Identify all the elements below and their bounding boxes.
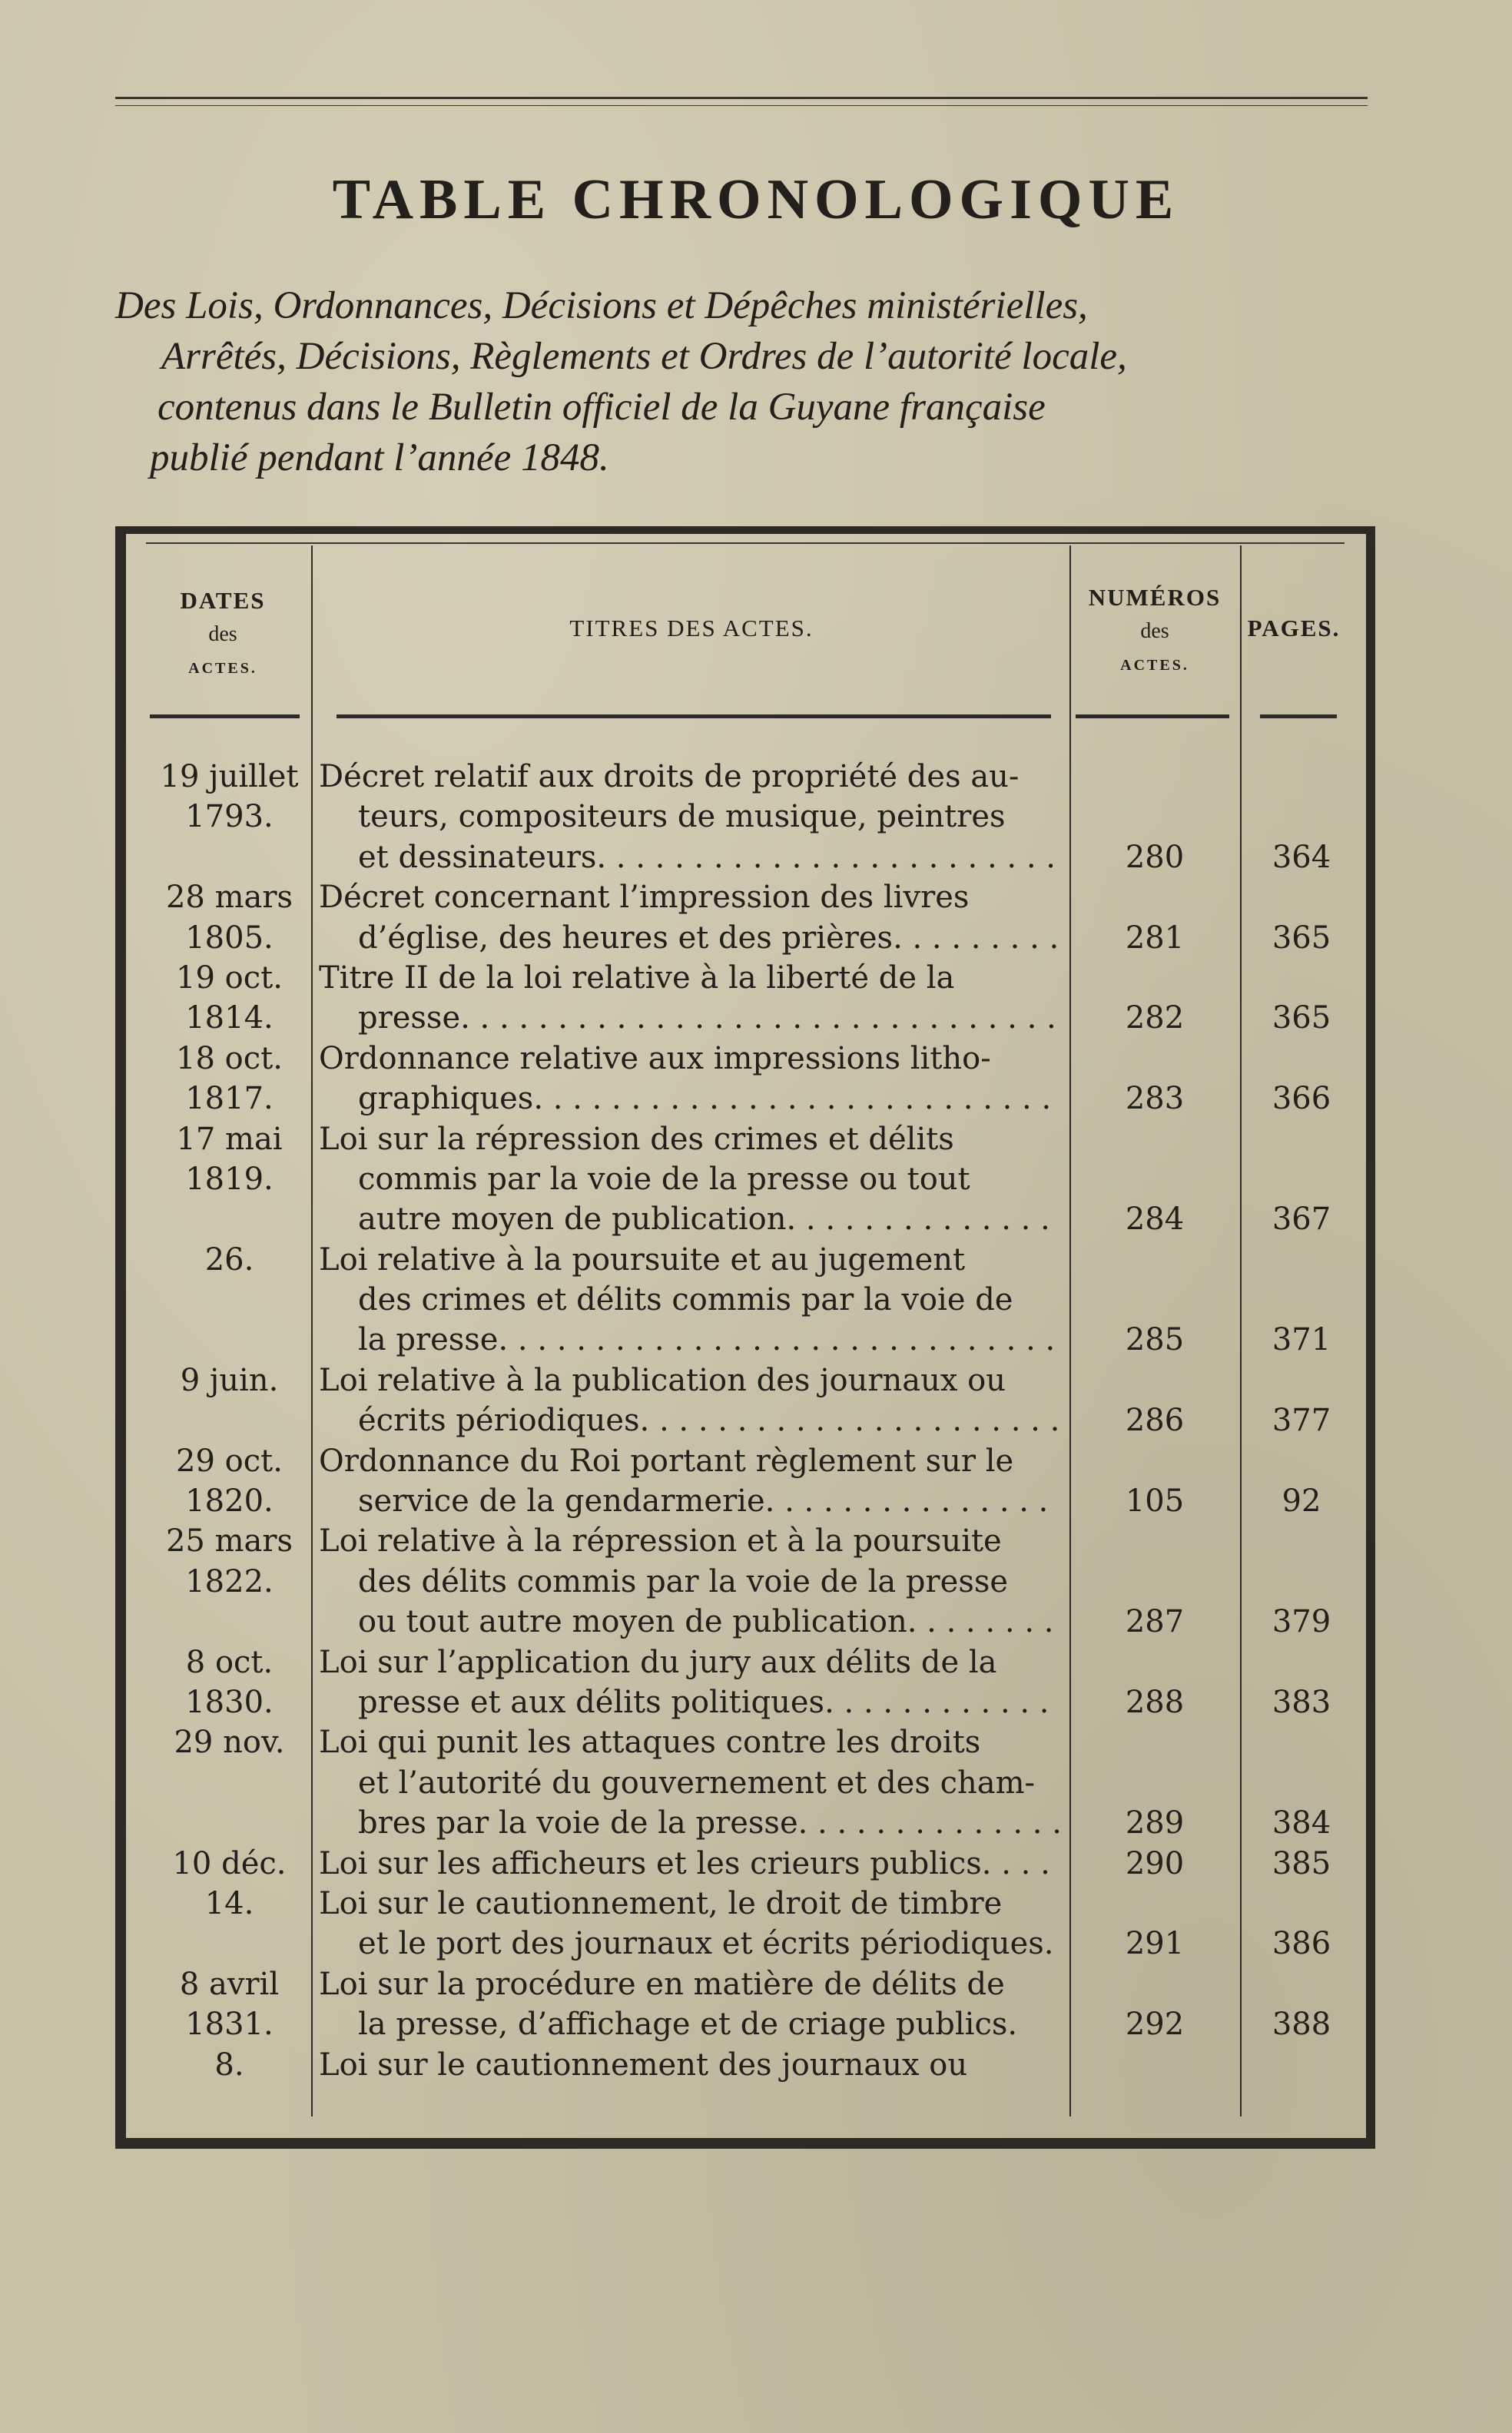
row-title bbox=[358, 1682, 1060, 1722]
row-date: 8. bbox=[214, 2047, 244, 2083]
dot-leader bbox=[640, 1400, 1060, 1440]
row-date: 1830. bbox=[185, 1684, 274, 1720]
dot-leader bbox=[765, 1481, 1060, 1521]
row-title: Loi relative à la répression et à la poursuite bbox=[319, 1523, 1002, 1560]
table-row bbox=[0, 1119, 1512, 1159]
table-row bbox=[0, 1844, 1512, 1884]
row-act-number: 289 bbox=[1125, 1805, 1185, 1841]
table-body bbox=[0, 757, 1512, 2085]
header-dates bbox=[146, 584, 300, 685]
row-title-text: la presse bbox=[358, 1322, 499, 1358]
row-page: 385 bbox=[1272, 1845, 1331, 1881]
row-title-leader bbox=[358, 998, 1060, 1038]
row-title-text: ou tout autre moyen de publication bbox=[358, 1604, 907, 1640]
row-title: Ordonnance du Roi portant règlement sur le bbox=[319, 1443, 1014, 1479]
row-act-number: 286 bbox=[1125, 1403, 1185, 1439]
row-title bbox=[319, 1844, 1060, 1884]
row-title: et le port des journaux et écrits périodiques. bbox=[358, 1926, 1054, 1962]
row-date: 1814. bbox=[185, 1000, 274, 1036]
row-title-text: presse bbox=[358, 1000, 461, 1036]
table-row bbox=[0, 877, 1512, 917]
row-date: 19 juillet bbox=[160, 759, 299, 794]
dot-leader bbox=[786, 1199, 1060, 1239]
table-row bbox=[0, 998, 1512, 1038]
row-title: et l’autorité du gouvernement et des cham- bbox=[358, 1765, 1036, 1801]
dot-leader bbox=[498, 1320, 1060, 1360]
row-date: 29 oct. bbox=[176, 1443, 283, 1479]
dot-leader bbox=[824, 1682, 1060, 1722]
row-act-number: 291 bbox=[1125, 1926, 1185, 1962]
row-title: Loi sur la répression des crimes et délits bbox=[319, 1121, 954, 1157]
row-title-leader bbox=[358, 1682, 1060, 1722]
header-dates-line3: ACTES. bbox=[188, 660, 257, 677]
row-act-number: 105 bbox=[1125, 1483, 1185, 1520]
row-title-text: graphiques bbox=[358, 1081, 534, 1117]
table-row bbox=[0, 1199, 1512, 1239]
table-row bbox=[0, 1722, 1512, 1762]
row-act-number: 284 bbox=[1125, 1202, 1185, 1238]
row-date: 14. bbox=[204, 1885, 254, 1921]
row-title: Loi qui punit les attaques contre les droits bbox=[319, 1725, 981, 1761]
row-date: 25 mars bbox=[165, 1523, 293, 1560]
row-act-number: 282 bbox=[1125, 1000, 1185, 1036]
subtitle-line: Des Lois, Ordonnances, Décisions et Dépêches ministérielles, bbox=[115, 284, 1088, 327]
subtitle-line: contenus dans le Bulletin officiel de la Guyane française bbox=[158, 386, 1046, 429]
row-date: 28 mars bbox=[165, 880, 293, 916]
row-title: Ordonnance relative aux impressions litho- bbox=[319, 1040, 991, 1076]
row-date: 1793. bbox=[185, 799, 274, 835]
table-row bbox=[0, 1441, 1512, 1481]
row-title: Loi sur le cautionnement, le droit de timbre bbox=[319, 1885, 1003, 1921]
row-date: 29 nov. bbox=[174, 1725, 285, 1761]
row-page: 383 bbox=[1272, 1684, 1331, 1720]
table-row bbox=[0, 958, 1512, 998]
row-title: des délits commis par la voie de la presse bbox=[358, 1563, 1009, 1599]
row-title-text: et dessinateurs bbox=[358, 839, 597, 875]
row-title bbox=[358, 1079, 1060, 1119]
row-title bbox=[358, 837, 1060, 877]
row-title-text: autre moyen de publication bbox=[358, 1202, 787, 1238]
table-row bbox=[0, 1763, 1512, 1803]
table-row bbox=[0, 1602, 1512, 1642]
subtitle-line: Arrêtés, Décisions, Règlements et Ordres de l’autorité locale, bbox=[161, 335, 1127, 378]
row-title bbox=[358, 1400, 1060, 1440]
table-row bbox=[0, 1964, 1512, 2004]
row-title-leader bbox=[358, 918, 1060, 958]
row-date: 9 juin. bbox=[180, 1362, 279, 1398]
row-title: Loi sur la procédure en matière de délits de bbox=[319, 1966, 1005, 2002]
dot-leader bbox=[798, 1803, 1060, 1843]
row-title bbox=[358, 998, 1060, 1038]
row-act-number: 287 bbox=[1125, 1604, 1185, 1640]
header-rule bbox=[337, 714, 1051, 718]
row-title: Loi relative à la poursuite et au jugement bbox=[319, 1241, 966, 1278]
row-date: 1817. bbox=[185, 1081, 274, 1117]
row-page: 384 bbox=[1272, 1805, 1331, 1841]
row-date: 1805. bbox=[185, 920, 274, 956]
row-date: 1822. bbox=[185, 1563, 274, 1599]
table-row bbox=[0, 1079, 1512, 1119]
dot-leader bbox=[596, 837, 1060, 877]
table-row bbox=[0, 1924, 1512, 1964]
row-page: 367 bbox=[1272, 1202, 1331, 1238]
header-numeros-line1: NUMÉROS bbox=[1088, 584, 1222, 611]
table-row bbox=[0, 1400, 1512, 1440]
row-title-leader bbox=[358, 1079, 1060, 1119]
row-title-leader bbox=[358, 1481, 1060, 1521]
row-title bbox=[358, 1481, 1060, 1521]
row-page: 371 bbox=[1272, 1322, 1331, 1358]
row-page: 365 bbox=[1272, 920, 1331, 956]
table-row bbox=[0, 1280, 1512, 1320]
dot-leader bbox=[893, 918, 1060, 958]
row-date: 10 déc. bbox=[172, 1845, 287, 1881]
top-rule bbox=[115, 97, 1368, 106]
header-titres: TITRES DES ACTES. bbox=[569, 615, 814, 641]
table-row bbox=[0, 1682, 1512, 1722]
row-date: 18 oct. bbox=[176, 1040, 283, 1076]
table-row bbox=[0, 1240, 1512, 1280]
row-page: 366 bbox=[1272, 1081, 1331, 1117]
header-pages: PAGES. bbox=[1247, 615, 1341, 641]
row-title bbox=[358, 1320, 1060, 1360]
row-date: 8 avril bbox=[179, 1966, 280, 2002]
row-title: la presse, d’affichage et de criage publics. bbox=[358, 2007, 1018, 2043]
table-row bbox=[0, 1159, 1512, 1199]
row-title-leader bbox=[358, 1602, 1060, 1642]
row-title-text: Loi sur les afficheurs et les crieurs publics bbox=[319, 1845, 982, 1881]
row-title: teurs, compositeurs de musique, peintres bbox=[358, 799, 1006, 835]
dot-leader bbox=[982, 1844, 1060, 1884]
row-page: 377 bbox=[1272, 1403, 1331, 1439]
table-row bbox=[0, 837, 1512, 877]
row-act-number: 288 bbox=[1125, 1684, 1185, 1720]
dot-leader bbox=[460, 998, 1060, 1038]
header-rule bbox=[1260, 714, 1337, 718]
table-row bbox=[0, 1521, 1512, 1561]
row-date: 1819. bbox=[185, 1161, 274, 1197]
table-row bbox=[0, 1562, 1512, 1602]
row-act-number: 281 bbox=[1125, 920, 1185, 956]
table-row bbox=[0, 1361, 1512, 1400]
row-act-number: 280 bbox=[1125, 839, 1185, 875]
header-numeros bbox=[1069, 581, 1240, 682]
row-page: 364 bbox=[1272, 839, 1331, 875]
table-row bbox=[0, 1884, 1512, 1924]
row-title: Loi relative à la publication des journaux ou bbox=[319, 1362, 1006, 1398]
row-date: 1820. bbox=[185, 1483, 274, 1520]
dot-leader bbox=[533, 1079, 1060, 1119]
row-date: 1831. bbox=[185, 2007, 274, 2043]
table-row bbox=[0, 1039, 1512, 1079]
page-subtitle bbox=[115, 280, 1375, 483]
row-title-text: bres par la voie de la presse bbox=[358, 1805, 798, 1841]
row-date: 19 oct. bbox=[176, 960, 283, 996]
row-act-number: 290 bbox=[1125, 1845, 1185, 1881]
row-title-leader bbox=[319, 1844, 1060, 1884]
row-title: Loi sur le cautionnement des journaux ou bbox=[319, 2047, 968, 2083]
row-title-text: d’église, des heures et des prières bbox=[358, 920, 894, 956]
row-title: commis par la voie de la presse ou tout bbox=[358, 1161, 970, 1197]
row-title: Décret relatif aux droits de propriété des au- bbox=[319, 759, 1020, 794]
header-dates-line2: des bbox=[208, 622, 237, 646]
row-page: 386 bbox=[1272, 1926, 1331, 1962]
row-title bbox=[358, 1803, 1060, 1843]
header-dates-line1: DATES bbox=[180, 587, 266, 614]
header-rule bbox=[150, 714, 300, 718]
table-row bbox=[0, 1320, 1512, 1360]
row-title-leader bbox=[358, 1320, 1060, 1360]
row-title: des crimes et délits commis par la voie de bbox=[358, 1282, 1013, 1318]
row-page: 365 bbox=[1272, 1000, 1331, 1036]
row-title-leader bbox=[358, 837, 1060, 877]
subtitle-line: publié pendant l’année 1848. bbox=[150, 436, 609, 479]
bottom-rule bbox=[123, 2138, 1375, 2141]
page-title: TABLE CHRONOLOGIQUE bbox=[332, 168, 1180, 231]
row-page: 92 bbox=[1282, 1483, 1321, 1520]
table-row bbox=[0, 1481, 1512, 1521]
table-row bbox=[0, 2045, 1512, 2085]
row-page: 379 bbox=[1272, 1604, 1331, 1640]
row-title-leader bbox=[358, 1400, 1060, 1440]
table-inner-rule bbox=[146, 542, 1345, 544]
row-act-number: 292 bbox=[1125, 2007, 1185, 2043]
table-row bbox=[0, 2004, 1512, 2044]
table-row bbox=[0, 918, 1512, 958]
table-row bbox=[0, 1642, 1512, 1682]
row-act-number: 285 bbox=[1125, 1322, 1185, 1358]
row-date: 26. bbox=[204, 1241, 254, 1278]
row-title-leader bbox=[358, 1803, 1060, 1843]
row-title bbox=[358, 918, 1060, 958]
table-row bbox=[0, 797, 1512, 837]
dot-leader bbox=[907, 1602, 1060, 1642]
header-rule bbox=[1076, 714, 1229, 718]
row-title: Titre II de la loi relative à la liberté de la bbox=[319, 960, 955, 996]
table-row bbox=[0, 1803, 1512, 1843]
row-title: Décret concernant l’impression des livres bbox=[319, 880, 970, 916]
row-title-text: presse et aux délits politiques bbox=[358, 1684, 825, 1720]
row-title-text: écrits périodiques bbox=[358, 1403, 640, 1439]
row-title-leader bbox=[358, 1199, 1060, 1239]
table-row bbox=[0, 757, 1512, 797]
row-title: Loi sur l’application du jury aux délits de la bbox=[319, 1644, 997, 1680]
row-title bbox=[358, 1602, 1060, 1642]
row-title bbox=[358, 1199, 1060, 1239]
header-numeros-line2: des bbox=[1140, 619, 1169, 643]
header-numeros-line3: ACTES. bbox=[1120, 657, 1189, 674]
row-date: 8 oct. bbox=[185, 1644, 274, 1680]
row-act-number: 283 bbox=[1125, 1081, 1185, 1117]
row-title-text: service de la gendarmerie bbox=[358, 1483, 765, 1520]
row-date: 17 mai bbox=[176, 1121, 283, 1157]
row-page: 388 bbox=[1272, 2007, 1331, 2043]
